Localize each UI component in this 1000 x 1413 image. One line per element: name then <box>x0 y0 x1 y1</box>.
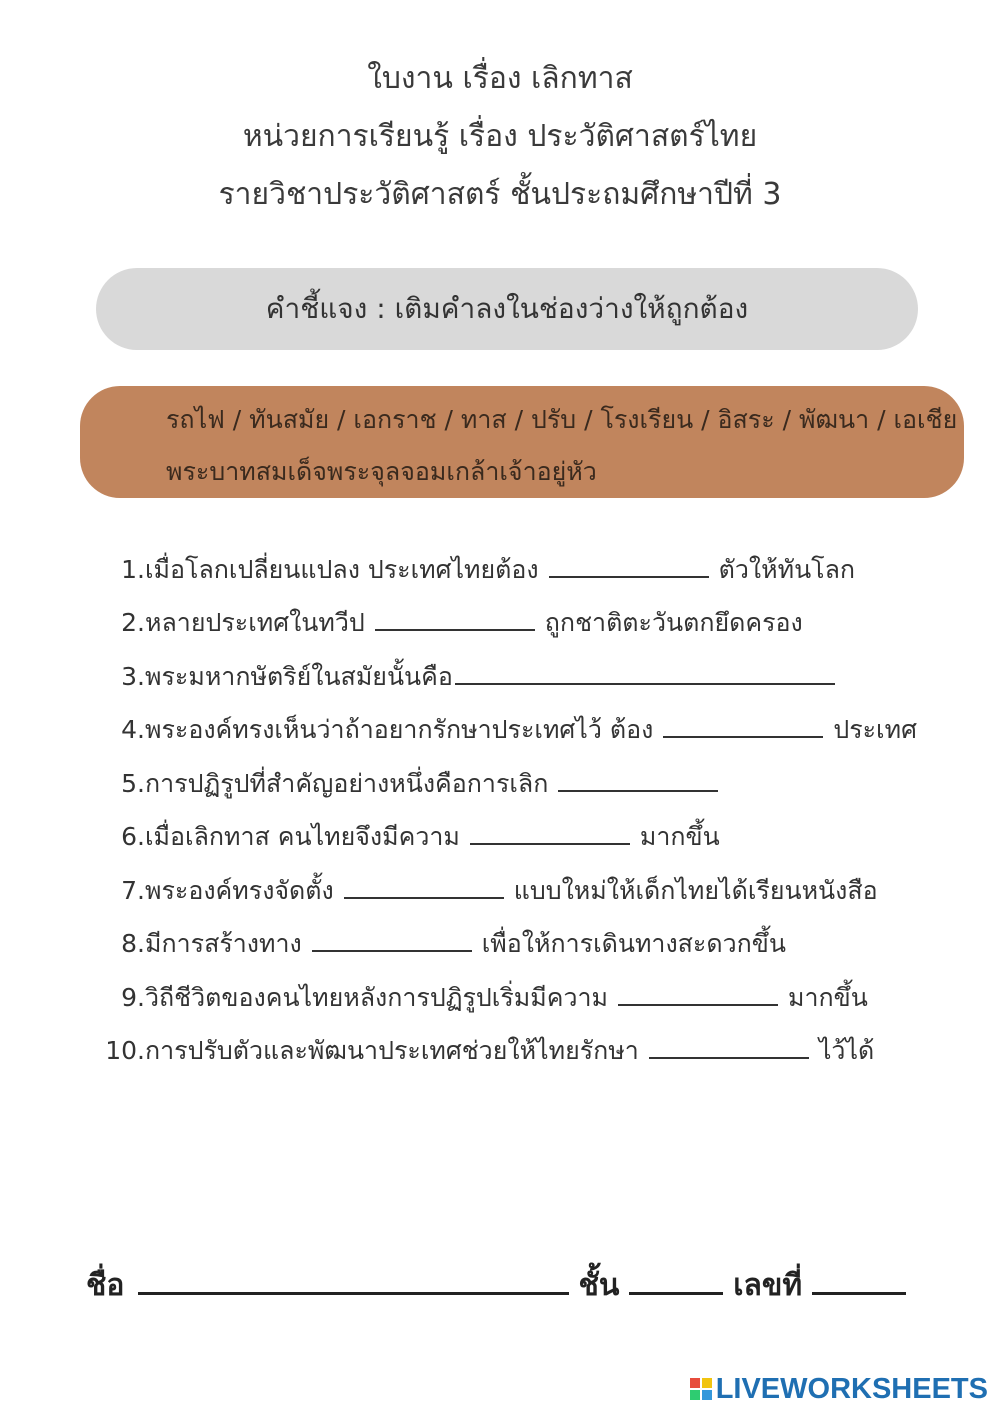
question-5 <box>0 764 728 804</box>
question-text-after: แบบใหม่ให้เด็กไทยได้เรียนหนังสือ <box>513 876 878 905</box>
answer-blank-8[interactable] <box>312 926 472 952</box>
answer-blank-5[interactable] <box>558 766 718 792</box>
liveworksheets-icon <box>690 1378 712 1400</box>
question-number: 5. <box>121 769 145 798</box>
question-2 <box>0 603 803 643</box>
word-bank-line-2: พระบาทสมเด็จพระจุลจอมเกล้าเจ้าอยู่หัว <box>166 457 597 486</box>
question-number: 9. <box>121 983 145 1012</box>
answer-blank-3[interactable] <box>455 659 835 685</box>
question-text: พระองค์ทรงจัดตั้ง <box>145 876 334 905</box>
question-6 <box>0 817 720 857</box>
question-number: 8. <box>121 929 145 958</box>
question-text-after: เพื่อให้การเดินทางสะดวกขึ้น <box>481 929 786 958</box>
word-bank-line-1: รถไฟ / ทันสมัย / เอกราช / ทาส / ปรับ / โรงเรียน / อิสระ / พัฒนา / เอเชีย <box>166 405 958 434</box>
question-text-after: มากขึ้น <box>788 983 868 1012</box>
grade-label: ชั้น <box>578 1268 620 1303</box>
instruction-box <box>96 268 918 350</box>
number-label: เลขที่ <box>733 1268 803 1303</box>
answer-blank-2[interactable] <box>375 605 535 631</box>
name-field[interactable] <box>138 1264 568 1295</box>
question-number: 7. <box>121 876 145 905</box>
question-text: เมื่อโลกเปลี่ยนแปลง ประเทศไทยต้อง <box>145 555 539 584</box>
answer-blank-7[interactable] <box>344 873 504 899</box>
student-number-field[interactable] <box>812 1264 906 1295</box>
question-number: 6. <box>121 822 145 851</box>
question-number: 4. <box>121 715 145 744</box>
question-10 <box>0 1031 874 1071</box>
question-9 <box>0 978 868 1018</box>
question-text: พระมหากษัตริย์ในสมัยนั้นคือ <box>145 662 453 691</box>
grade-field[interactable] <box>629 1264 723 1295</box>
question-text-after: มากขึ้น <box>639 822 720 851</box>
question-3 <box>0 657 845 697</box>
question-text: หลายประเทศในทวีป <box>145 608 365 637</box>
question-7 <box>0 871 878 911</box>
question-number: 1. <box>121 555 145 584</box>
question-text: พระองค์ทรงเห็นว่าถ้าอยากรักษาประเทศไว้ ต้อง <box>145 715 654 744</box>
question-text: มีการสร้างทาง <box>145 929 302 958</box>
question-4 <box>0 710 917 750</box>
question-1 <box>0 550 855 590</box>
question-number: 2. <box>121 608 145 637</box>
answer-blank-4[interactable] <box>663 712 823 738</box>
question-text-after: ถูกชาติตะวันตกยึดครอง <box>544 608 803 637</box>
subject-grade: รายวิชาประวัติศาสตร์ ชั้นประถมศึกษาปีที่ 3 <box>218 177 782 212</box>
question-text-after: ตัวให้ทันโลก <box>718 555 856 584</box>
question-text: การปฏิรูปที่สำคัญอย่างหนึ่งคือการเลิก <box>145 769 549 798</box>
question-text: การปรับตัวและพัฒนาประเทศช่วยให้ไทยรักษา <box>145 1036 639 1065</box>
answer-blank-9[interactable] <box>618 980 778 1006</box>
question-text: เมื่อเลิกทาส คนไทยจึงมีความ <box>145 822 460 851</box>
question-text-after: ประเทศ <box>833 715 917 744</box>
worksheet-header <box>0 50 1000 224</box>
answer-blank-6[interactable] <box>470 819 630 845</box>
question-number: 10. <box>105 1036 145 1065</box>
question-8 <box>0 924 786 964</box>
word-bank <box>80 386 964 498</box>
liveworksheets-logo <box>690 1372 988 1406</box>
student-info <box>86 1262 916 1312</box>
name-label: ชื่อ <box>86 1268 125 1303</box>
answer-blank-1[interactable] <box>549 552 709 578</box>
question-number: 3. <box>121 662 145 691</box>
answer-blank-10[interactable] <box>649 1033 809 1059</box>
question-text-after: ไว้ได้ <box>818 1036 875 1065</box>
learning-unit: หน่วยการเรียนรู้ เรื่อง ประวัติศาสตร์ไทย <box>242 119 758 154</box>
brand-name: LIVEWORKSHEETS <box>715 1372 988 1405</box>
question-text: วิถีชีวิตของคนไทยหลังการปฏิรูปเริ่มมีความ <box>145 983 609 1012</box>
instruction-text: คำชี้แจง : เติมคำลงในช่องว่างให้ถูกต้อง <box>265 292 749 325</box>
worksheet-title: ใบงาน เรื่อง เลิกทาส <box>367 61 633 96</box>
